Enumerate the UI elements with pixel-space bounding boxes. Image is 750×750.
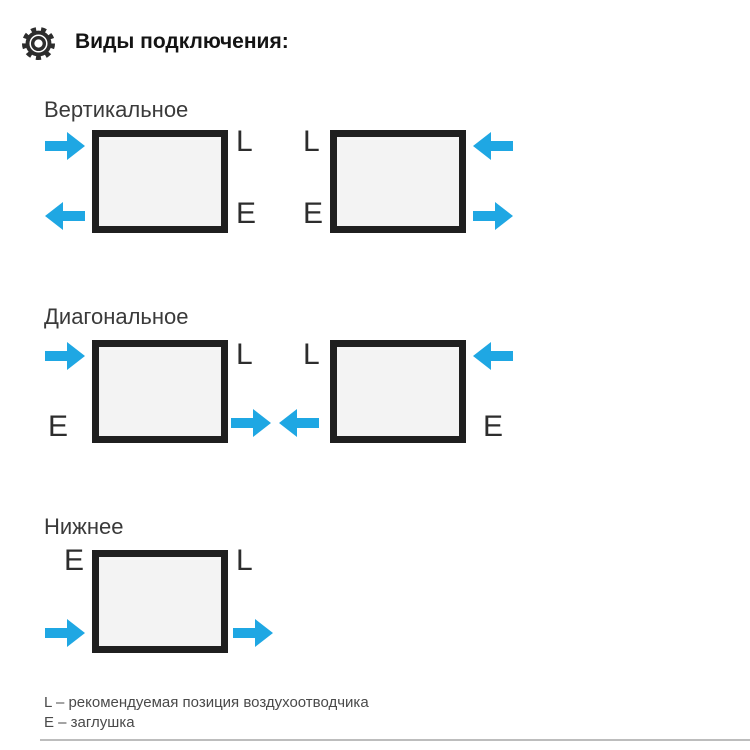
port-label-e: E xyxy=(48,410,69,443)
port-label-e: E xyxy=(64,544,85,577)
radiator-rect xyxy=(92,130,228,233)
arrow-right-icon xyxy=(233,619,273,647)
gear-icon xyxy=(21,26,56,66)
arrow-right-icon xyxy=(231,409,271,437)
arrow-right-icon xyxy=(45,619,85,647)
port-label-l: L xyxy=(303,338,320,371)
arrow-left-icon xyxy=(279,409,319,437)
section-label-bottom: Нижнее xyxy=(44,514,124,539)
radiator-rect xyxy=(330,340,466,443)
port-label-l: L xyxy=(236,125,253,158)
page-title: Виды подключения: xyxy=(75,30,289,53)
port-label-e: E xyxy=(236,197,257,230)
arrow-right-icon xyxy=(45,132,85,160)
arrow-left-icon xyxy=(45,202,85,230)
port-label-l: L xyxy=(303,125,320,158)
legend-line-l: L – рекомендуемая позиция воздухоотводчика xyxy=(44,694,369,711)
port-label-l: L xyxy=(236,544,253,577)
section-label-diagonal: Диагональное xyxy=(44,304,189,329)
arrow-left-icon xyxy=(473,342,513,370)
arrow-right-icon xyxy=(45,342,85,370)
arrow-left-icon xyxy=(473,132,513,160)
port-label-e: E xyxy=(303,197,324,230)
radiator-rect xyxy=(92,340,228,443)
port-label-e: E xyxy=(483,410,504,443)
port-label-l: L xyxy=(236,338,253,371)
radiator-rect xyxy=(330,130,466,233)
bottom-divider xyxy=(40,739,750,741)
legend-line-e: E – заглушка xyxy=(44,714,135,731)
radiator-rect xyxy=(92,550,228,653)
arrow-right-icon xyxy=(473,202,513,230)
section-label-vertical: Вертикальное xyxy=(44,97,189,122)
